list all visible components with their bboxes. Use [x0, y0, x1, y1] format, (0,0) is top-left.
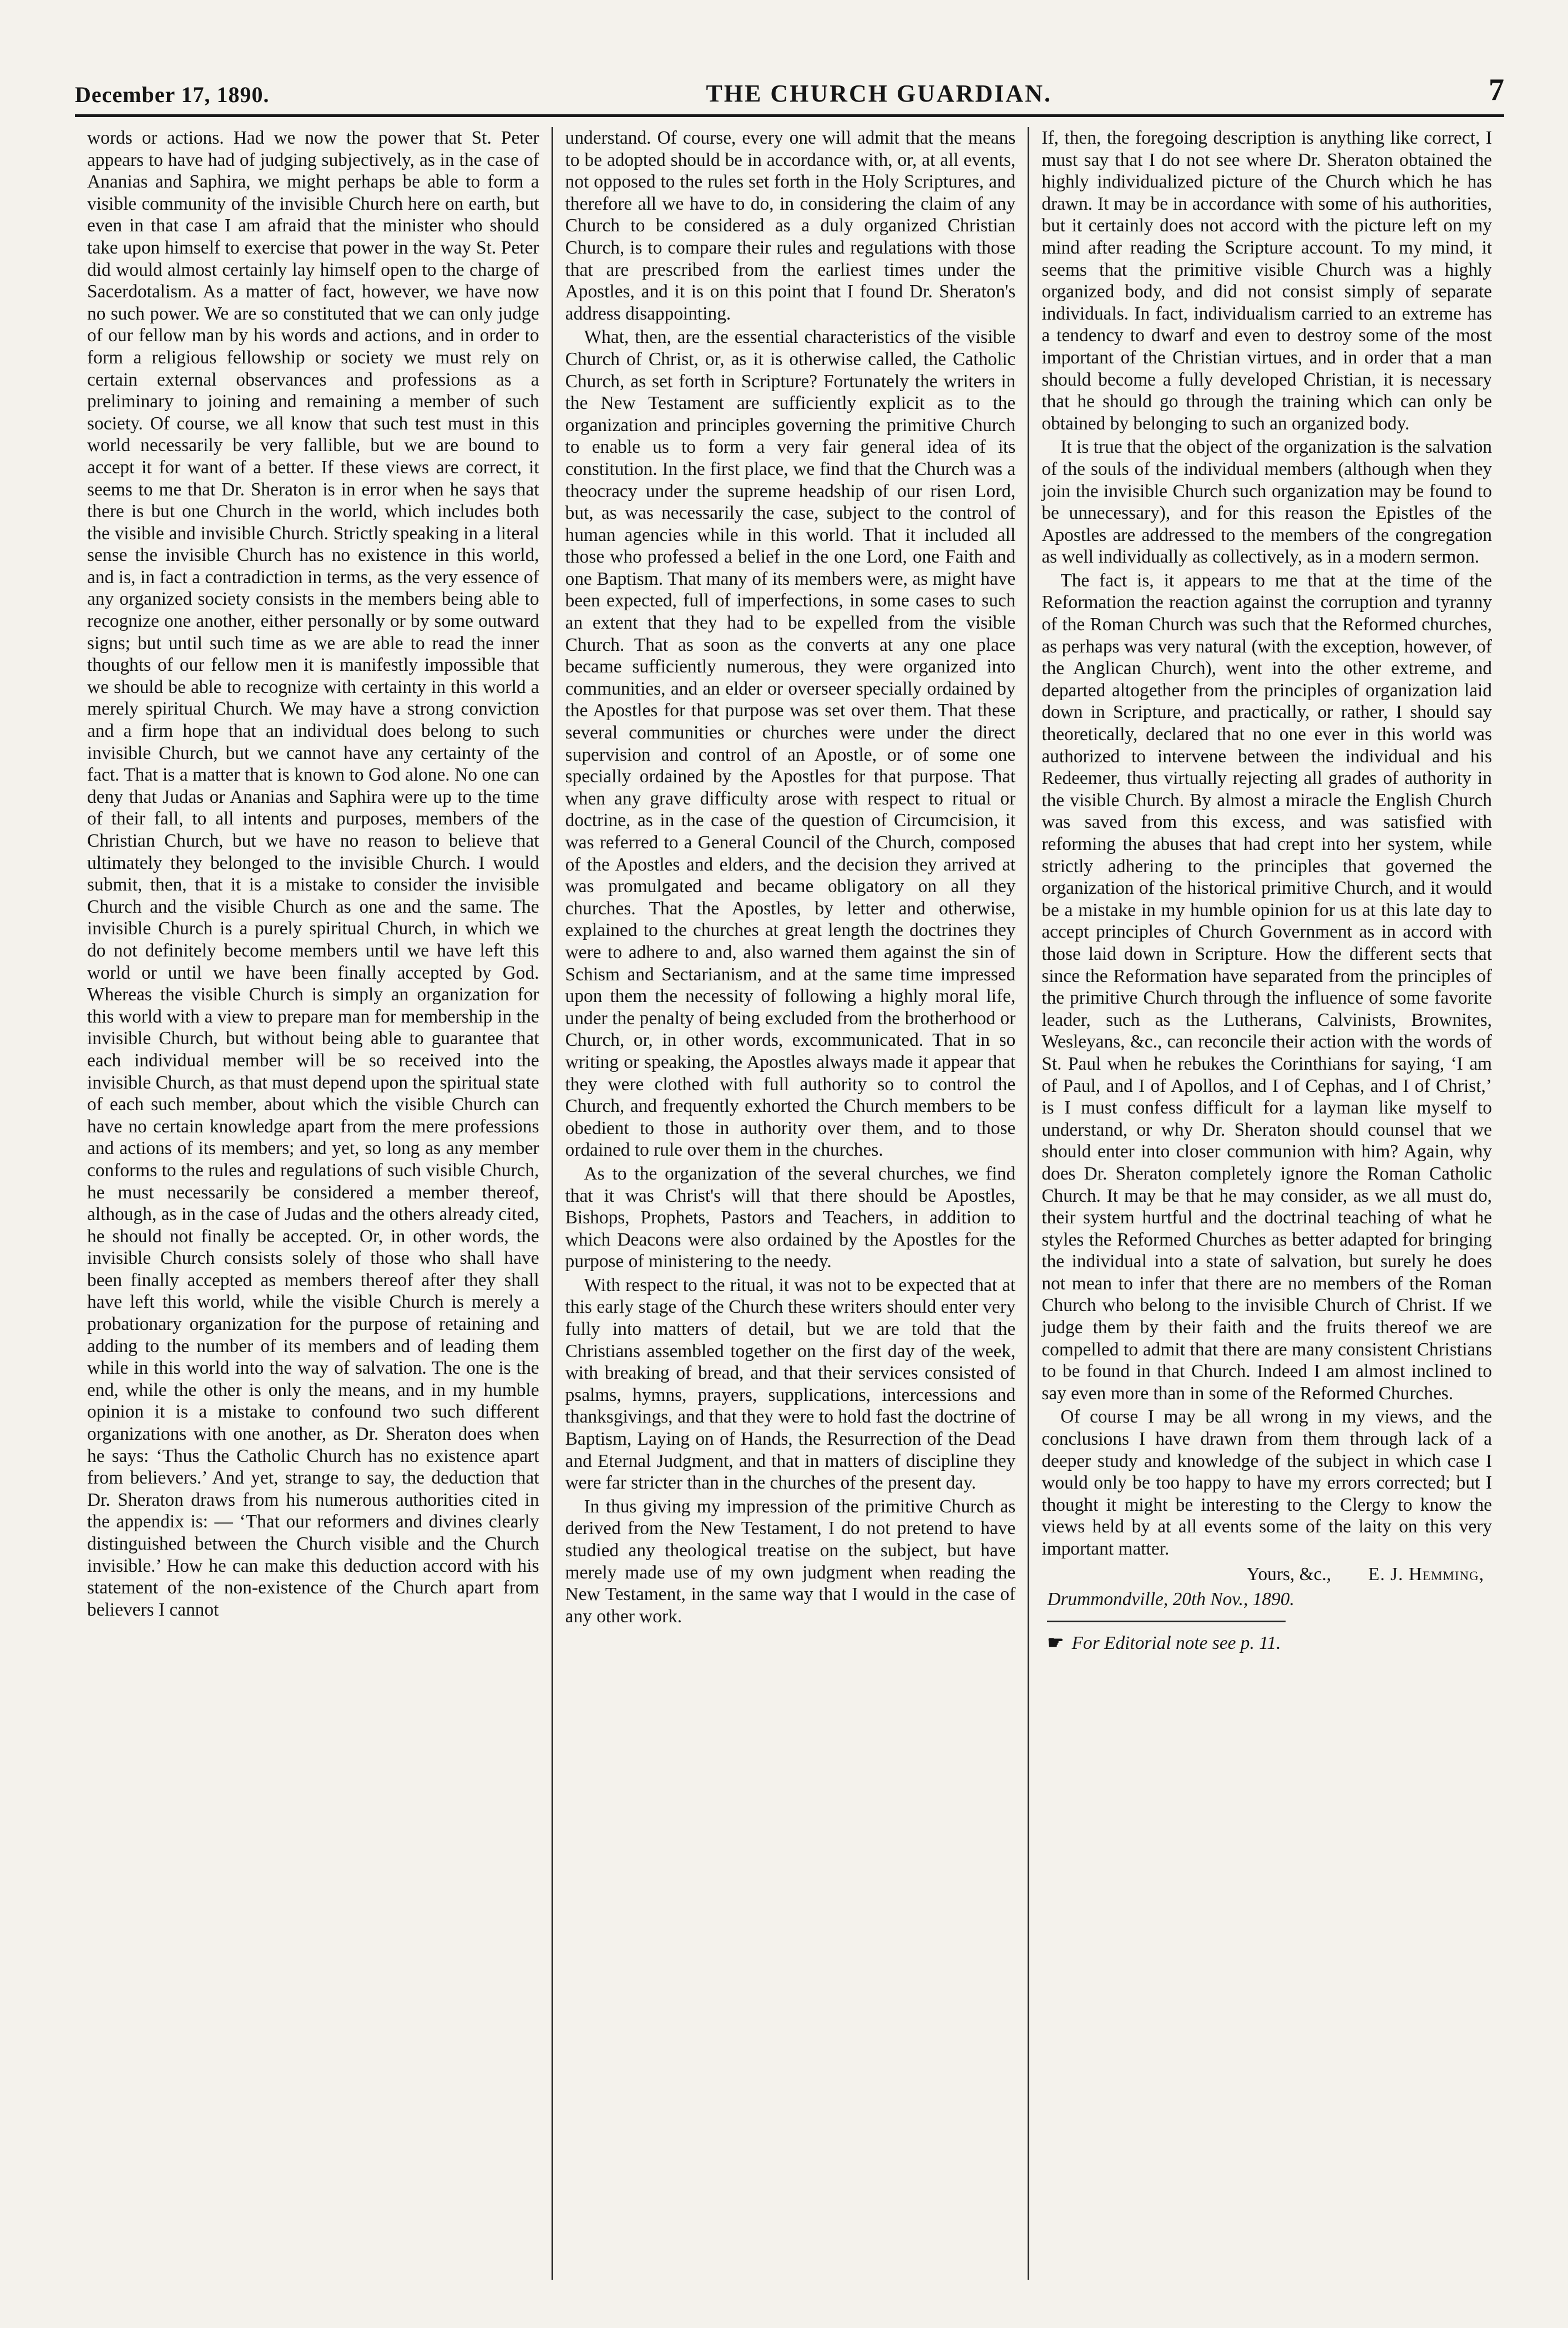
paragraph: With respect to the ritual, it was not to be expected that at this early stage of the Church these writers should enter very fully into matters of detail, but we are told that the Christians assembled together on the first day of the week, with breaking of bread, and that their services consisted of psalms, hymns, prayers, supplications, intercessions and thanksgivings, and that they were to hold fast the doctrine of Baptism, Laying on of Hands, the Resurrection of the Dead and Eternal Judgment, and that in matters of discipline they were far stricter than in the churches of the present day.	[565, 1274, 1016, 1494]
paragraph: In thus giving my impression of the primitive Church as derived from the New Testament, I do not pretend to have studied any theological treatise on the subject, but have merely made use of my own judgment when reading the New Testament, in the same way that I would in the case of any other work.	[565, 1496, 1016, 1627]
divider	[1047, 1621, 1286, 1622]
place-date-line	[1041, 1588, 1492, 1611]
page-number: 7	[1488, 73, 1504, 107]
paragraph: words or actions. Had we now the power that St. Peter appears to have had of judging subjectively, as in the case of Ananias and Saphira, we might perhaps be able to form a visible community of the invisible Church here on earth, but even in that case I am afraid that the minister who should take upon himself to exercise that power in the way St. Peter did would almost certainly lay himself open to the charge of Sacerdotalism. As a matter of fact, however, we have now no such power. We are so constituted that we can only judge of our fellow man by his words and actions, and in order to form a religious fellowship or society we must rely on certain external observances and professions as a preliminary to joining and remaining a member of such society. Of course, we all know that such test must in this world necessarily be very fallible, but we are bound to accept it for want of a better. If these views are correct, it seems to me that Dr. Sheraton is in error when he says that there is but one Church in the world, which includes both the visible and invisible Church. Strictly speaking in a literal sense the invisible Church has no existence in this world, and is, in fact a contradiction in terms, as the very essence of any organized society consists in the members being able to recognize one another, either personally or by some outward signs; but until such time as we are able to read the inner thoughts of our fellow men it is manifestly impossible that we should be able to recognize with certainty in this world a merely spiritual Church. We may have a strong conviction and a firm hope that an individual does belong to such invisible Church, but we cannot have any certainty of the fact. That is a matter that is known to God alone. No one can deny that Judas or Ananias and Saphira were up to the time of their fall, to all intents and purposes, members of the Christian Church, but we have no reason to believe that ultimately they belonged to the invisible Church. I would submit, then, that it is a mistake to consider the invisible Church and the visible Church as one and the same. The invisible Church is a purely spiritual Church, in which we do not definitely become members until we have left this world or until we have been finally accepted by God. Whereas the visible Church is simply an organization for this world with a view to prepare man for membership in the invisible Church, but without being able to guarantee that each individual member will be so received into the invisible Church, as that must depend upon the spiritual state of each such member, about which the visible Church can have no certain knowledge apart from the mere professions and actions of its members; and yet, so long as any member conforms to the rules and regulations of such visible Church, he must necessarily be considered a member thereof, although, as in the case of Judas and the others already cited, he should not finally be accepted. Or, in other words, the invisible Church consists solely of those who shall have been finally accepted as members thereof after they shall have left this world, while the visible Church is merely a probationary organization for the purpose of retaining and adding to the number of its members and of leading them while in this world into the way of salvation. The one is the end, while the other is only the means, and in my humble opinion it is a mistake to confound two such different organizations with one another, as Dr. Sheraton does when he says: ‘Thus the Catholic Church has no existence apart from believers.’ And yet, strange to say, the deduction that Dr. Sheraton draws from his numerous authorities cited in the appendix is: — ‘That our reformers and divines clearly distinguished between the Church visible and the Church invisible.’ How he can make this deduction accord with his statement of the non-existence of the Church apart from believers I cannot	[87, 128, 539, 1620]
editorial-note	[1041, 1632, 1492, 1654]
paragraph: If, then, the foregoing description is anything like correct, I must say that I do not see where Dr. Sheraton obtained the highly individualized picture of the Church which he has drawn. It may be in accordance with some of his authorities, but it certainly does not accord with the picture left on my mind after reading the Scripture account. To my mind, it seems that the primitive visible Church was a highly organized body, and did not consist simply of separate individuals. In fact, individualism carried to an extreme has a tendency to dwarf and even to destroy some of the most important of the Christian virtues, and in order that a man should become a fully developed Christian, it is necessary that he should go through the training which can only be obtained by belonging to such an organized body.	[1041, 128, 1492, 434]
signoff: Yours, &c.,	[1246, 1563, 1332, 1585]
newspaper-title: THE CHURCH GUARDIAN.	[706, 80, 1052, 107]
column-1	[75, 127, 552, 2280]
article-columns	[75, 127, 1504, 2280]
paragraph: It is true that the object of the organization is the salvation of the souls of the individual members (although when they join the invisible Church such organization may be found to be unnecessary), and for this reason the Epistles of the Apostles are addressed to the members of the congregation as well individually as collectively, as in a modern sermon.	[1041, 437, 1492, 568]
paragraph: understand. Of course, every one will admit that the means to be adopted should be in accordance with, or, at all events, not opposed to the rules set forth in the Holy Scriptures, and therefore all we have to do, in considering the claim of any Church to be considered as a duly organized Christian Church, is to compare their rules and regulations with those that are prescribed from the earliest times under the Apostles, and it is on this point that I found Dr. Sheraton's address disappointing.	[565, 128, 1016, 324]
issue-date: December 17, 1890.	[75, 82, 270, 107]
signature-line	[1041, 1563, 1492, 1586]
paragraph: Of course I may be all wrong in my views, and the conclusions I have drawn from them through lack of a deeper study and knowledge of the subject in which case I would only be too happy to have my errors corrected; but I thought it might be interesting to the Clergy to know the views held by at all events some of the laity on this very important matter.	[1041, 1406, 1492, 1559]
masthead	[75, 72, 1504, 117]
author-signature: E. J. Hemming,	[1368, 1563, 1484, 1585]
editorial-note-text: For Editorial note see p. 11.	[1071, 1632, 1281, 1653]
place-date: Drummondville, 20th Nov., 1890.	[1047, 1589, 1294, 1610]
column-3	[1028, 127, 1504, 2280]
pointing-hand-icon: ☛	[1047, 1632, 1063, 1653]
paragraph: What, then, are the essential characteristics of the visible Church of Christ, or, as it is otherwise called, the Catholic Church, as set forth in Scripture? Fortunately the writers in the New Testament are sufficiently explicit as to the organization and principles governing the primitive Church to enable us to form a very fair general idea of its constitution. In the first place, we find that the Church was a theocracy under the supreme headship of our risen Lord, but, as was necessarily the case, subject to the control of human agencies while in this world. That it included all those who professed a belief in the one Lord, one Faith and one Baptism. That many of its members were, as might have been expected, full of imperfections, in some cases to such an extent that they had to be expelled from the visible Church. That as soon as the converts at any one place became sufficiently numerous, they were organized into communities, and an elder or overseer specially ordained by the Apostles for that purpose was set over them. That these several communities or churches were under the direct supervision and control of an Apostle, or of some one specially ordained by the Apostles for that purpose. That when any grave difficulty arose with respect to ritual or doctrine, as in the case of the question of Circumcision, it was referred to a General Council of the Church, composed of the Apostles and elders, and the decision they arrived at was promulgated and became obligatory on all they churches. That the Apostles, by letter and otherwise, explained to the churches at great length the doctrines they were to adhere to and, also warned them against the sin of Schism and Sectarianism, and at the same time impressed upon them the necessity of following a highly moral life, under the penalty of being excluded from the brotherhood or Church, or, in other words, excommunicated. That in so writing or speaking, the Apostles always made it appear that they were clothed with full authority so to control the Church, and frequently exhorted the Church members to be obedient to those in authority over them, and to those ordained to rule over them in the churches.	[565, 327, 1016, 1161]
paragraph: The fact is, it appears to me that at the time of the Reformation the reaction against the corruption and tyranny of the Roman Church was such that the Reformed churches, as perhaps was very natural (with the exception, however, of the Anglican Church), went into the other extreme, and departed altogether from the principles of organization laid down in Scripture, and practically, or rather, I should say theoretically, declared that no one ever in this world was authorized to intervene between the individual and his Redeemer, thus virtually rejecting all grades of authority in the visible Church. By almost a miracle the English Church was saved from this excess, and was satisfied with reforming the abuses that had crept into her system, while strictly adhering to the principles that governed the organization of the historical primitive Church, and it would be a mistake in my humble opinion for us at this late day to accept principles of Church Government as in accord with those laid down in Scripture. How the different sects that since the Reformation have separated from the principles of the primitive Church through the influence of some favorite leader, such as the Lutherans, Calvinists, Brownites, Wesleyans, &c., can reconcile their action with the words of St. Paul when he rebukes the Corinthians for saying, ‘I am of Paul, and I of Apollos, and I of Cephas, and I of Christ,’ is I must confess difficult for a layman like myself to understand, or why Dr. Sheraton should counsel that we should enter into closer communion with him? Again, why does Dr. Sheraton completely ignore the Roman Catholic Church. It may be that he may consider, as we all must do, their system hurtful and the doctrinal teaching of what he styles the Reformed Churches as better adapted for bringing the individual into a state of salvation, but surely he does not mean to infer that there are no members of the Roman Church who belong to the invisible Church of Christ. If we judge them by their faith and the fruits thereof we are compelled to admit that there are many consistent Christians to be found in that Church. Indeed I am almost inclined to say even more than in some of the Reformed Churches.	[1041, 570, 1492, 1404]
paragraph: As to the organization of the several churches, we find that it was Christ's will that there should be Apostles, Bishops, Prophets, Pastors and Teachers, in addition to which Deacons were also ordained by the Apostles for the purpose of ministering to the needy.	[565, 1163, 1016, 1272]
column-2	[552, 127, 1028, 2280]
